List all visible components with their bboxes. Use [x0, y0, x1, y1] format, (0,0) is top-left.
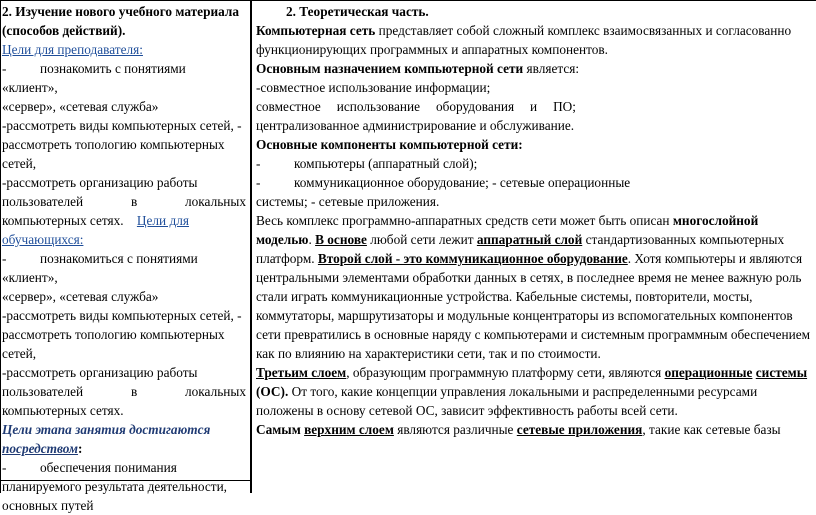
student-goals-heading-b: обучающихся: [2, 232, 84, 247]
teacher-goal-1b: «клиент», [2, 80, 58, 95]
teacher-goal-3c: компьютерных сетях. Цели для [2, 213, 190, 228]
p1-line2: функционирующих программных и аппаратных компонентов. [256, 42, 608, 57]
p4-line: совместное использование оборудования и ПО; [256, 99, 576, 114]
teacher-goal-2c: сетей, [2, 156, 37, 171]
stage-heading-b: посредством: [2, 441, 83, 456]
p3-line: -совместное использование информации; [256, 80, 491, 95]
stage-item-1: - обеспечения понимания [2, 460, 177, 475]
p7-line5: стали играть коммуникационные устройства. Кабельные системы, повторители, мосты, [256, 289, 753, 304]
p8-line3: положены в основу сетевой ОС, зависит эффективность работы всей сети. [256, 403, 678, 418]
component-1: - компьютеры (аппаратный слой); [256, 156, 478, 171]
teacher-goal-1c: «сервер», «сетевая служба» [2, 99, 159, 114]
left-title-line1: 2. Изучение нового учебного материала [2, 4, 240, 19]
student-goal-2c: сетей, [2, 346, 37, 361]
teacher-goal-3b: пользователей в локальных [2, 194, 246, 209]
student-goal-3b: пользователей в локальных [2, 384, 246, 399]
p7-line2: моделью. В основе любой сети лежит аппаратный слой стандартизованных компьютерных [256, 232, 785, 247]
p1-line1: Компьютерная сеть представляет собой сложный комплекс взаимосвязанных и согласованно [256, 23, 792, 38]
components-heading: Основные компоненты компьютерной сети: [256, 137, 523, 152]
component-2: - коммуникационное оборудование; - сетевые операционные [256, 175, 631, 190]
p7-line4: центральными элементами обработки данных в сетях, в последнее время не менее важную роль [256, 270, 802, 285]
teacher-goal-2b: рассмотреть топологию компьютерных [2, 137, 225, 152]
teacher-goal-1: - познакомить с понятиями [2, 61, 186, 76]
right-title: 2. Теоретическая часть. [286, 4, 429, 19]
p8-line1: Третьим слоем, образующим программную платформу сети, являются операционные системы [256, 365, 808, 380]
stage-item-1b: планируемого результата деятельности, [2, 479, 228, 494]
student-goal-1c: «сервер», «сетевая служба» [2, 289, 159, 304]
table-border-left [0, 0, 1, 493]
stage-heading-a: Цели этапа занятия достигаются [2, 422, 211, 437]
teacher-goal-2: -рассмотреть виды компьютерных сетей, - [2, 118, 242, 133]
p7-line6: коммутаторы, маршрутизаторы и модульные концентраторы из вспомогательных компонентов [256, 308, 793, 323]
student-goal-3: -рассмотреть организацию работы [2, 365, 198, 380]
teacher-goal-3: -рассмотреть организацию работы [2, 175, 198, 190]
p2-line: Основным назначением компьютерной сети является: [256, 61, 580, 76]
teacher-goals-heading: Цели для преподавателя: [2, 42, 143, 57]
p5-line: централизованное администрирование и обслуживание. [256, 118, 575, 133]
column-divider [250, 0, 252, 493]
student-goal-2: -рассмотреть виды компьютерных сетей, - [2, 308, 242, 323]
p7-line7: сети превратились в основные наряду с компьютерами и системным программным обеспечением [256, 327, 811, 342]
p7-line8: как по влиянию на характеристики сети, так и по стоимости. [256, 346, 601, 361]
p9-line1: Самым верхним слоем являются различные сетевые приложения, такие как сетевые базы [256, 422, 781, 437]
student-goal-3c: компьютерных сетях. [2, 403, 124, 418]
right-cell [256, 2, 816, 439]
stage-item-1c: основных путей [2, 498, 94, 513]
left-cell [2, 2, 246, 515]
p7-line1: Весь комплекс программно-аппаратных средств сети может быть описан многослойной [256, 213, 759, 228]
student-goal-1b: «клиент», [2, 270, 58, 285]
student-goal-1: - познакомиться с понятиями [2, 251, 198, 266]
student-goals-heading-a: Цели для [136, 213, 190, 228]
student-goal-2b: рассмотреть топологию компьютерных [2, 327, 225, 342]
p8-line2: (ОС). От того, какие концепции управления локальными и распределенными ресурсами [256, 384, 758, 399]
table-border-top [0, 0, 816, 1]
p7-line3: платформ. Второй слой - это коммуникационное оборудование. Хотя компьютеры и являются [256, 251, 803, 266]
component-3: системы; - сетевые приложения. [256, 194, 440, 209]
left-title-line2: (способов действий). [2, 23, 126, 38]
